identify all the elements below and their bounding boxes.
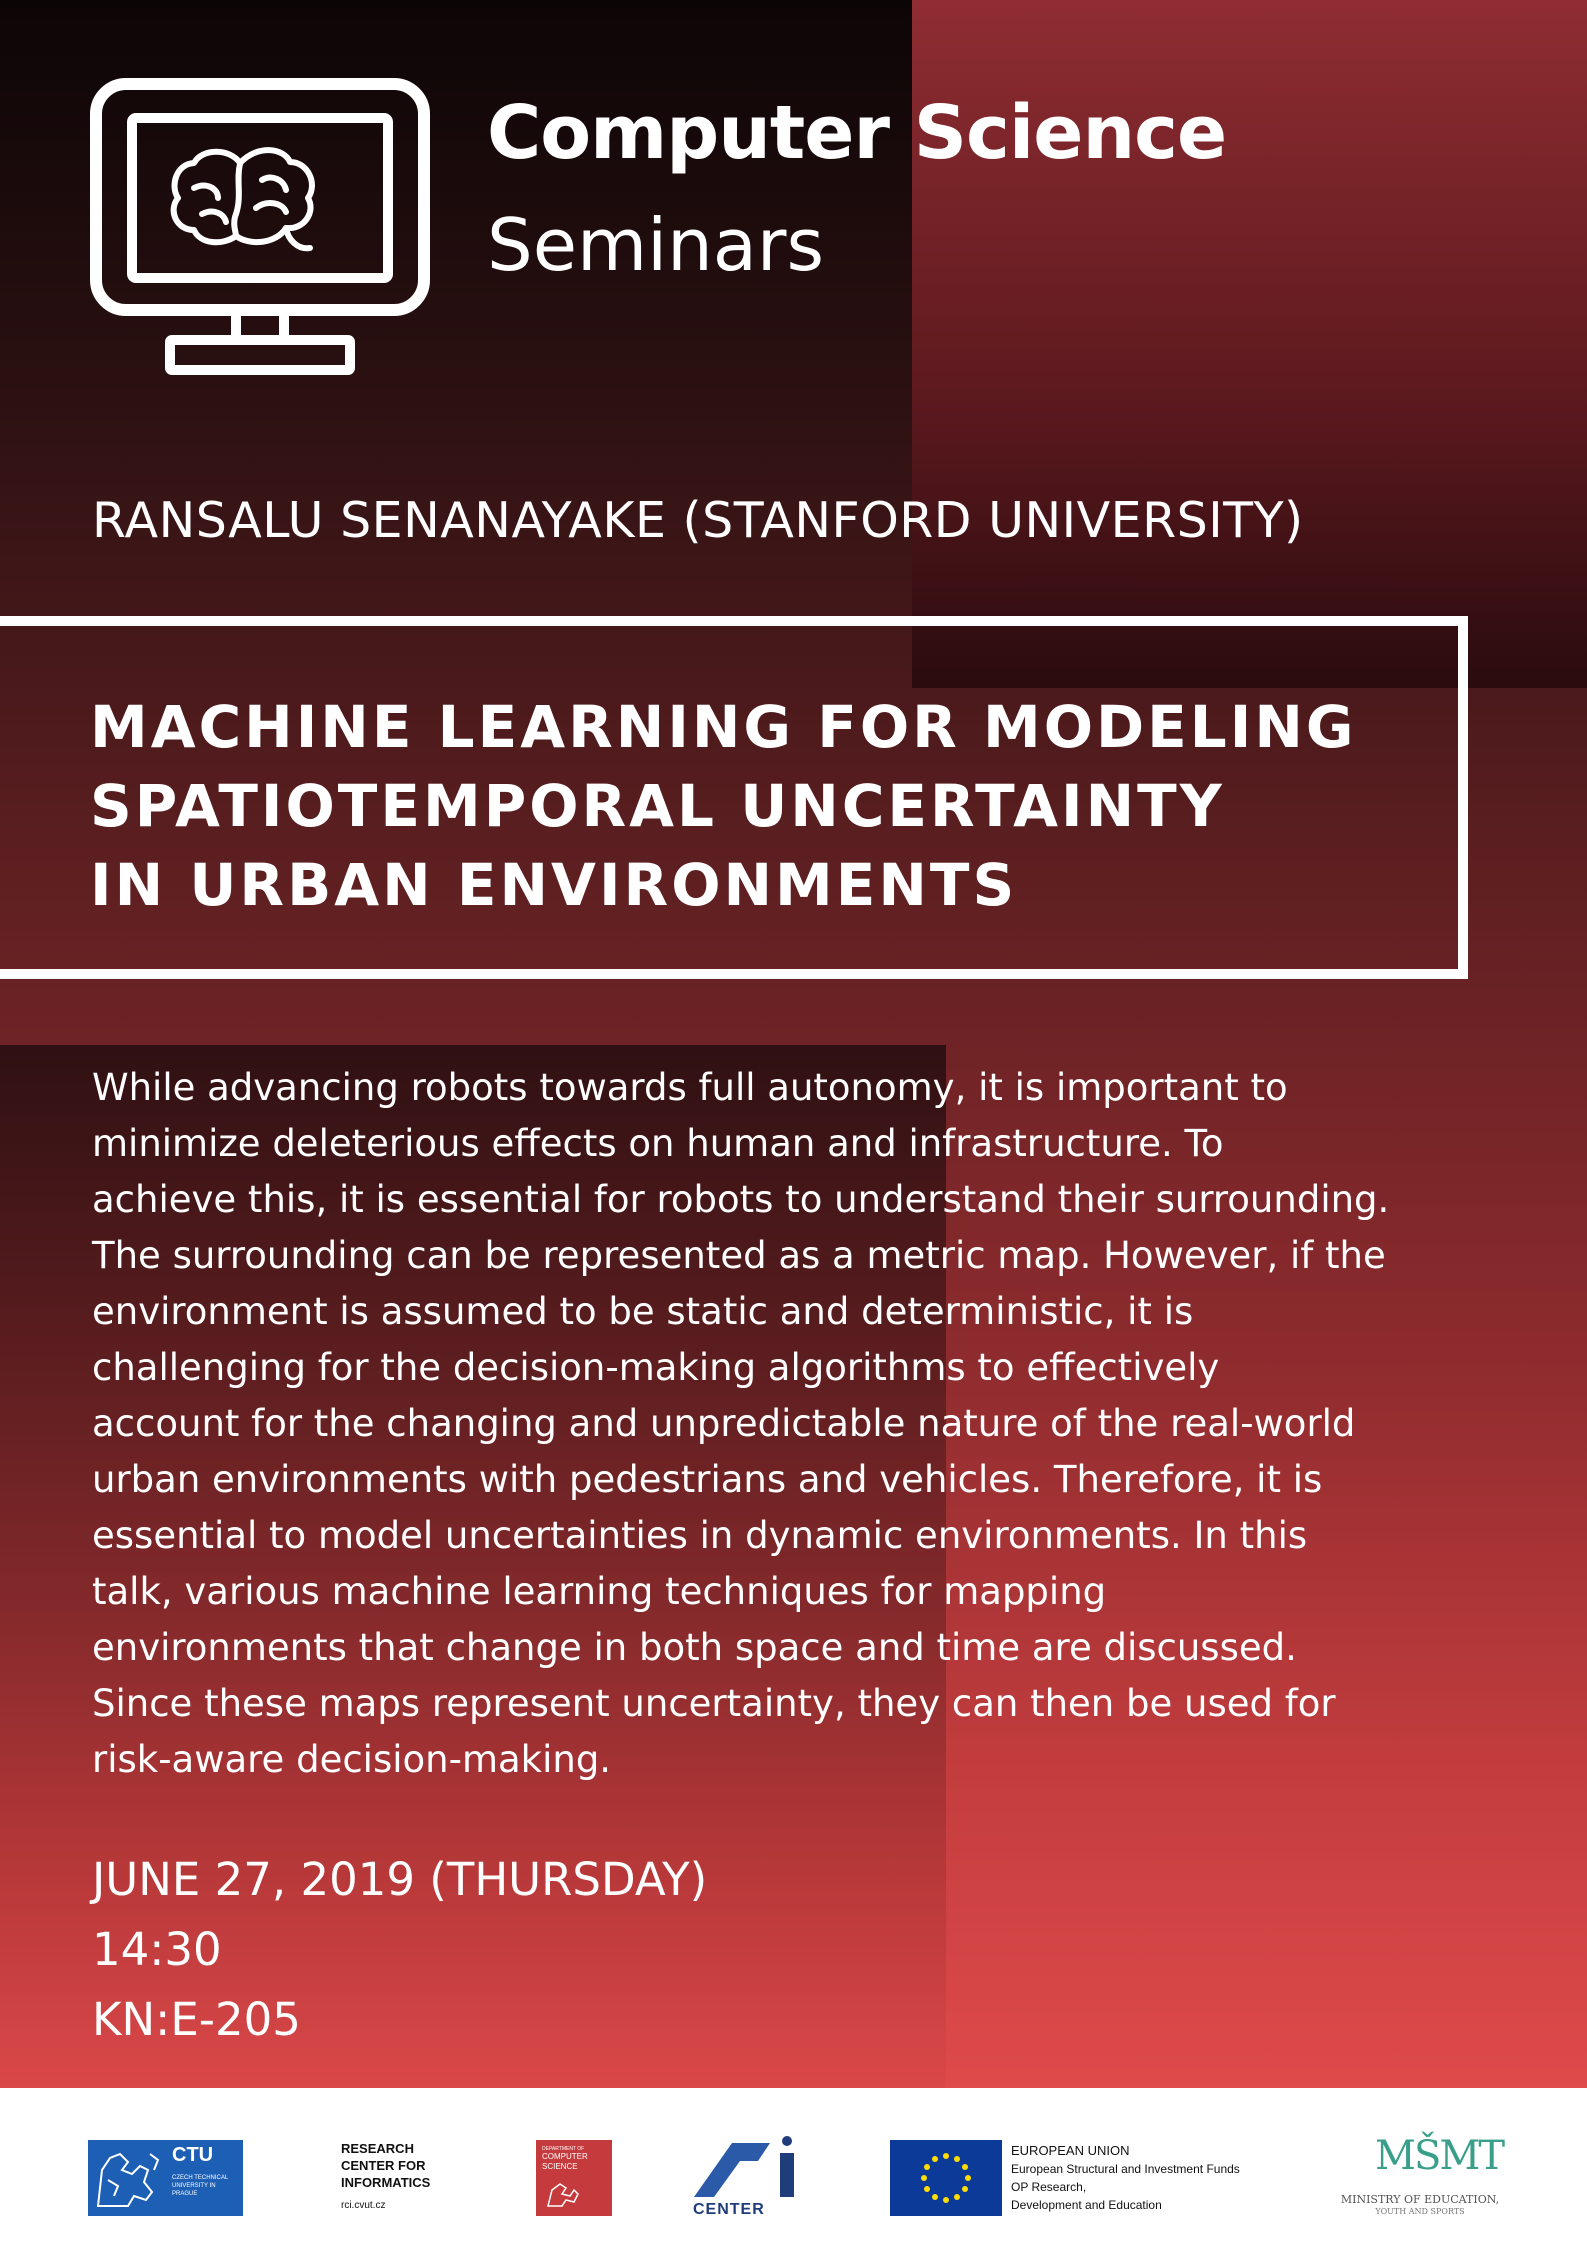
- ai-center-mark-icon: [688, 2135, 808, 2201]
- talk-title-line: IN URBAN ENVIRONMENTS: [90, 851, 1018, 919]
- event-room: KN:E-205: [92, 1993, 301, 2046]
- abstract-line: environment is assumed to be static and deterministic, it is: [92, 1290, 1194, 1333]
- abstract-line: Since these maps represent uncertainty, they can then be used for: [92, 1682, 1336, 1725]
- speaker-name: RANSALU SENANAYAKE (STANFORD UNIVERSITY): [92, 492, 1304, 549]
- event-date: JUNE 27, 2019 (THURSDAY): [92, 1853, 708, 1906]
- seminar-series-title: Computer Science: [487, 90, 1227, 176]
- abstract-line: The surrounding can be represented as a metric map. However, if the: [92, 1234, 1386, 1277]
- talk-title: [90, 688, 1490, 925]
- event-details: [92, 1845, 707, 2055]
- abstract-line: urban environments with pedestrians and vehicles. Therefore, it is: [92, 1458, 1323, 1501]
- department-cs-logo: DEPARTMENT OF COMPUTER SCIENCE: [536, 2140, 612, 2216]
- abstract: [92, 1060, 1512, 1788]
- abstract-line: essential to model uncertainties in dynamic environments. In this: [92, 1514, 1308, 1557]
- eu-funding-text: EUROPEAN UNION European Structural and Investment Funds OP Research, Development and Education: [1011, 2143, 1240, 2212]
- seminar-series-subtitle: Seminars: [487, 203, 825, 287]
- abstract-line: achieve this, it is essential for robots to understand their surrounding.: [92, 1178, 1390, 1221]
- abstract-line: environments that change in both space and time are discussed.: [92, 1626, 1297, 1669]
- computer-brain-icon: [90, 78, 430, 378]
- ctu-lion-icon: [88, 2140, 168, 2216]
- eu-flag-logo: [890, 2140, 1002, 2216]
- eu-stars-icon: [890, 2140, 1002, 2216]
- talk-title-line: SPATIOTEMPORAL UNCERTAINTY: [90, 772, 1225, 840]
- talk-title-line: MACHINE LEARNING FOR MODELING: [90, 693, 1357, 761]
- abstract-line: minimize deleterious effects on human and infrastructure. To: [92, 1122, 1224, 1165]
- ctu-lion-icon: [544, 2180, 604, 2210]
- abstract-line: talk, various machine learning techniques for mapping: [92, 1570, 1107, 1613]
- event-time: 14:30: [92, 1923, 222, 1976]
- ai-center-logo: CENTER: [688, 2135, 808, 2221]
- rci-logo: RESEARCH CENTER FOR INFORMATICS rci.cvut.cz: [341, 2141, 431, 2211]
- abstract-line: challenging for the decision-making algorithms to effectively: [92, 1346, 1220, 1389]
- ctu-logo: CTU CZECH TECHNICAL UNIVERSITY IN PRAGUE: [88, 2140, 243, 2216]
- msmt-logo: MŠMT MINISTRY OF EDUCATION, YOUTH AND SPORTS: [1340, 2133, 1503, 2216]
- abstract-line: While advancing robots towards full autonomy, it is important to: [92, 1066, 1288, 1109]
- abstract-line: risk-aware decision-making.: [92, 1738, 612, 1781]
- abstract-line: account for the changing and unpredictable nature of the real-world: [92, 1402, 1356, 1445]
